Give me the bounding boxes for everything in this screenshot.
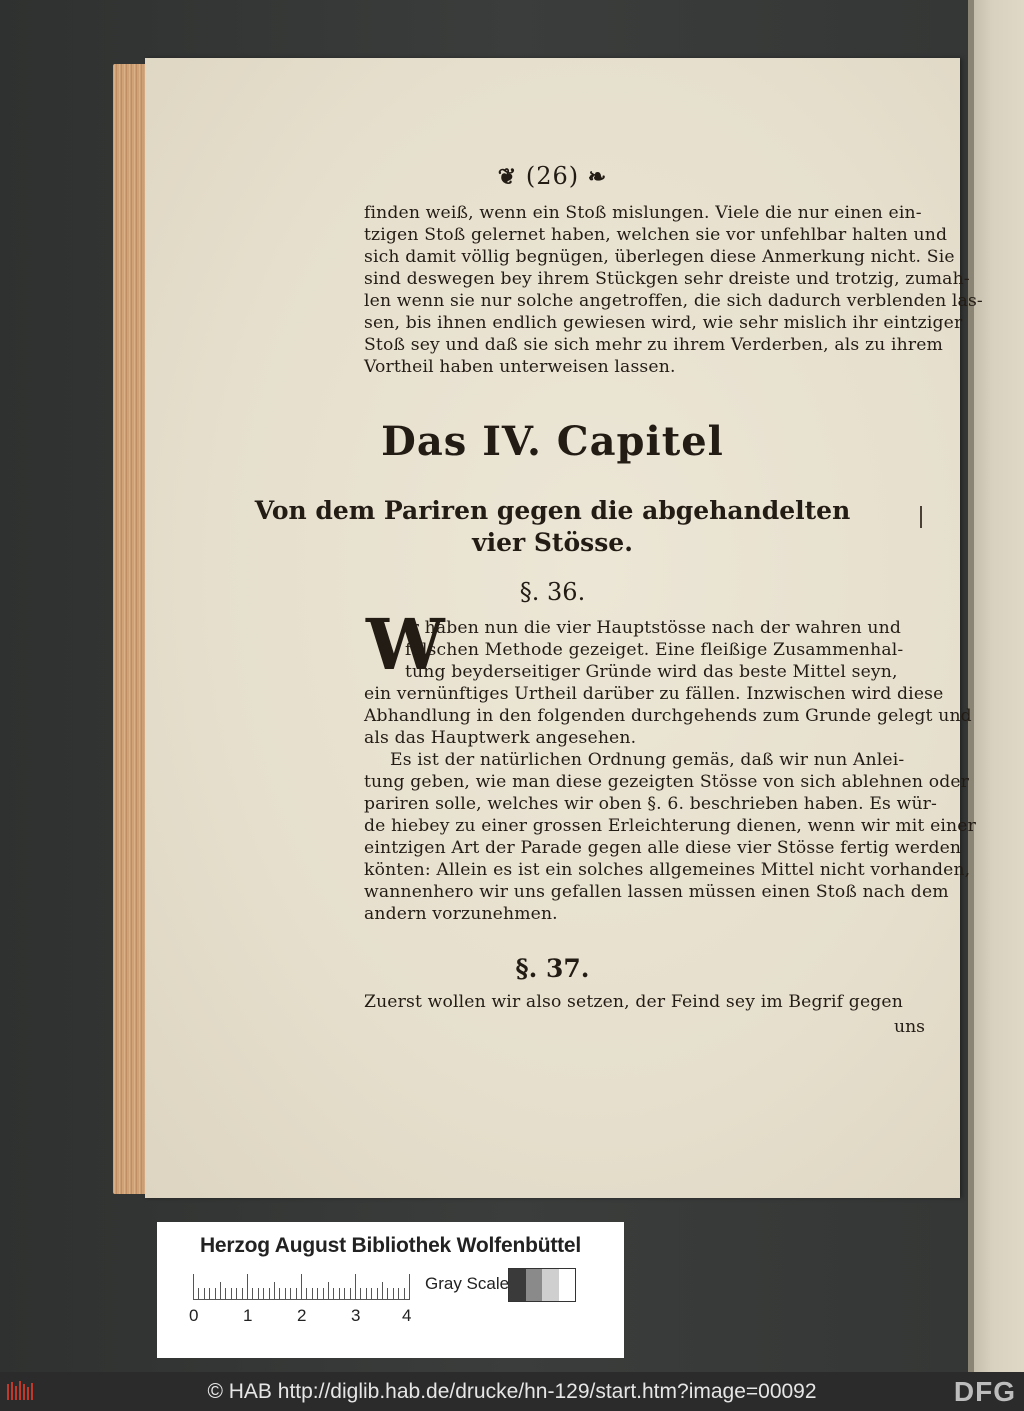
gray-scale-swatches xyxy=(508,1268,576,1302)
ornament-right-icon: ❧ xyxy=(587,164,608,190)
page-number: ❦ (26) ❧ xyxy=(497,162,608,190)
ruler-number: 1 xyxy=(243,1306,253,1325)
text-line: finden weiß, wenn ein Stoß mislungen. Viele die nur einen ein- xyxy=(364,203,922,223)
text-line: andern vorzunehmen. xyxy=(364,904,558,924)
ruler-tick xyxy=(274,1282,275,1300)
facing-page-edge xyxy=(968,0,1024,1372)
text-line: Zuerst wollen wir also setzen, der Feind sey im Begrif gegen xyxy=(364,992,903,1012)
footer-bar xyxy=(0,1372,1024,1411)
text-line: als das Hauptwerk angesehen. xyxy=(364,728,637,748)
footer-copyright: © HAB http://diglib.hab.de/drucke/hn-129/start.htm?image=00092 xyxy=(207,1380,817,1403)
book-page xyxy=(145,58,983,1198)
dfg-logo: DFG xyxy=(953,1376,1016,1407)
text-line: ein vernünftiges Urtheil darüber zu fällen. Inzwischen wird diese xyxy=(364,684,944,704)
ruler-number: 3 xyxy=(351,1306,361,1325)
ruler-tick xyxy=(193,1274,194,1300)
text-line: de hiebey zu einer grossen Erleichterung dienen, wenn wir mit einer xyxy=(364,816,976,836)
ruler-tick xyxy=(355,1274,356,1300)
text-line: tung geben, wie man diese gezeigten Stösse von sich ablehnen oder xyxy=(364,772,970,792)
library-label xyxy=(157,1222,624,1358)
ruler-number: 4 xyxy=(402,1306,412,1325)
scale-ruler xyxy=(193,1274,409,1300)
text-line: sind deswegen bey ihrem Stückgen sehr dreiste und trotzig, zumah- xyxy=(364,269,970,289)
text-line: tzigen Stoß gelernet haben, welchen sie vor unfehlbar halten und xyxy=(364,225,948,245)
text-line: Vortheil haben unterweisen lassen. xyxy=(364,357,676,377)
text-line: könten: Allein es ist ein solches allgemeines Mittel nicht vorhanden, xyxy=(364,860,971,880)
chapter-title: Das IV. Capitel xyxy=(381,418,724,465)
ruler-tick xyxy=(409,1274,410,1300)
text-line: ir haben nun die vier Hauptstösse nach der wahren und xyxy=(405,618,901,638)
ruler-tick xyxy=(382,1282,383,1300)
book-page-edge xyxy=(113,64,147,1194)
text-line: pariren solle, welches wir oben §. 6. beschrieben haben. Es wür- xyxy=(364,794,938,814)
text-line: len wenn sie nur solche angetroffen, die sich dadurch verblenden las- xyxy=(364,291,983,311)
text-line: sen, bis ihnen endlich gewiesen wird, wie sehr mislich ihr eintziger xyxy=(364,313,963,333)
chapter-subtitle-continued: vier Stösse. xyxy=(472,528,633,557)
ruler-tick xyxy=(301,1274,302,1300)
ruler-number: 2 xyxy=(297,1306,307,1325)
ruler-tick xyxy=(220,1282,221,1300)
ruler-tick xyxy=(328,1282,329,1300)
swatch-white xyxy=(559,1269,576,1301)
section-heading-36: §. 36. xyxy=(519,578,586,606)
ruler-baseline xyxy=(193,1299,409,1300)
swatch-mid xyxy=(526,1269,543,1301)
text-line: falschen Methode gezeiget. Eine fleißige Zusammenhal- xyxy=(405,640,904,660)
text-line: Es ist der natürlichen Ordnung gemäs, daß wir nun Anlei- xyxy=(390,750,905,770)
chapter-subtitle: Von dem Pariren gegen die abgehandelten xyxy=(254,496,851,525)
ornament-left-icon: ❦ xyxy=(497,164,518,190)
text-line: Stoß sey und daß sie sich mehr zu ihrem Verderben, als zu ihrem xyxy=(364,335,943,355)
text-line: eintzigen Art der Parade gegen alle diese vier Stösse fertig werden xyxy=(364,838,962,858)
gray-scale-label: Gray Scale xyxy=(425,1274,510,1293)
ruler-tick xyxy=(247,1274,248,1300)
ruler-number: 0 xyxy=(189,1306,199,1325)
margin-mark xyxy=(920,506,922,528)
swatch-dark xyxy=(509,1269,526,1301)
section-heading-37: §. 37. xyxy=(515,954,590,983)
text-line: tung beyderseitiger Gründe wird das beste Mittel seyn, xyxy=(405,662,898,682)
drop-cap: W xyxy=(366,603,445,686)
label-title: Herzog August Bibliothek Wolfenbüttel xyxy=(199,1234,582,1257)
swatch-light xyxy=(542,1269,559,1301)
text-line: Abhandlung in den folgenden durchgehends zum Grunde gelegt und xyxy=(364,706,972,726)
text-line: wannenhero wir uns gefallen lassen müssen einen Stoß nach dem xyxy=(364,882,949,902)
text-line: sich damit völlig begnügen, überlegen diese Anmerkung nicht. Sie xyxy=(364,247,955,267)
catchword: uns xyxy=(894,1017,925,1037)
